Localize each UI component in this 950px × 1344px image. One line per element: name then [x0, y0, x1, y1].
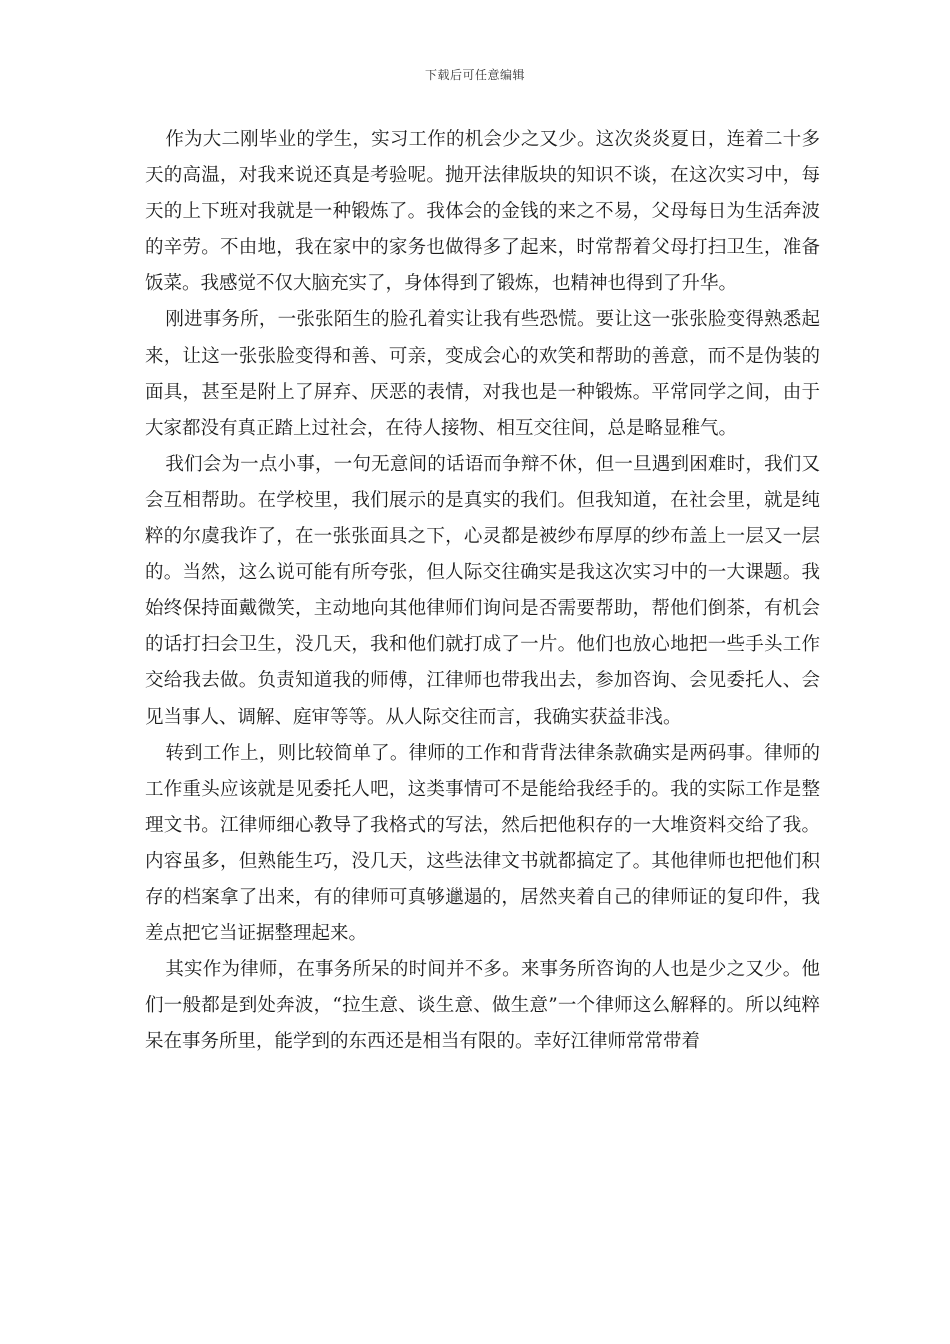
paragraph-1: 作为大二刚毕业的学生，实习工作的机会少之又少。这次炎炎夏日，连着二十多天的高温，对我来说还真是考验呢。抛开法律版块的知识不谈，在这次实习中，每天的上下班对我就是一种锻炼了。我体会的金钱的来之不易，父母每日为生活奔波的辛劳。不由地，我在家中的家务也做得多了起来，时常帮着父母打扫卫生，准备饭菜。我感觉不仅大脑充实了，身体得到了锻炼，也精神也得到了升华。 [145, 129, 820, 295]
document-body [145, 122, 820, 1060]
paragraph-5: 其实作为律师，在事务所呆的时间并不多。来事务所咨询的人也是少之又少。他们一般都是到处奔波，“拉生意、谈生意、做生意”一个律师这么解释的。所以纯粹呆在事务所里，能学到的东西还是相当有限的。幸好江律师常常带着 [145, 959, 820, 1053]
paragraph-2: 刚进事务所，一张张陌生的脸孔着实让我有些恐慌。要让这一张张脸变得熟悉起来，让这一张张脸变得和善、可亲，变成会心的欢笑和帮助的善意，而不是伪装的面具，甚至是附上了屏弃、厌恶的表情，对我也是一种锻炼。平常同学之间，由于大家都没有真正踏上过社会，在待人接物、相互交往间，总是略显稚气。 [145, 309, 820, 439]
page-header: 下载后可任意编辑 [424, 68, 525, 82]
paragraph-3: 我们会为一点小事，一句无意间的话语而争辩不休，但一旦遇到困难时，我们又会互相帮助。在学校里，我们展示的是真实的我们。但我知道，在社会里，就是纯粹的尔虞我诈了，在一张张面具之下，心灵都是被纱布厚厚的纱布盖上一层又一层的。当然，这么说可能有所夸张，但人际交往确实是我这次实习中的一大课题。我始终保持面戴微笑，主动地向其他律师们询问是否需要帮助，帮他们倒茶，有机会的话打扫会卫生，没几天，我和他们就打成了一片。他们也放心地把一些手头工作交给我去做。负责知道我的师傅，江律师也带我出去，参加咨询、会见委托人、会见当事人、调解、庭审等等。从人际交往而言，我确实获益非浅。 [145, 453, 820, 728]
paragraph-4: 转到工作上，则比较简单了。律师的工作和背背法律条款确实是两码事。律师的工作重头应该就是见委托人吧，这类事情可不是能给我经手的。我的实际工作是整理文书。江律师细心教导了我格式的写法，然后把他积存的一大堆资料交给了我。内容虽多，但熟能生巧，没几天，这些法律文书就都搞定了。其他律师也把他们积存的档案拿了出来，有的律师可真够邋遢的，居然夹着自己的律师证的复印件，我差点把它当证据整理起来。 [145, 742, 820, 945]
